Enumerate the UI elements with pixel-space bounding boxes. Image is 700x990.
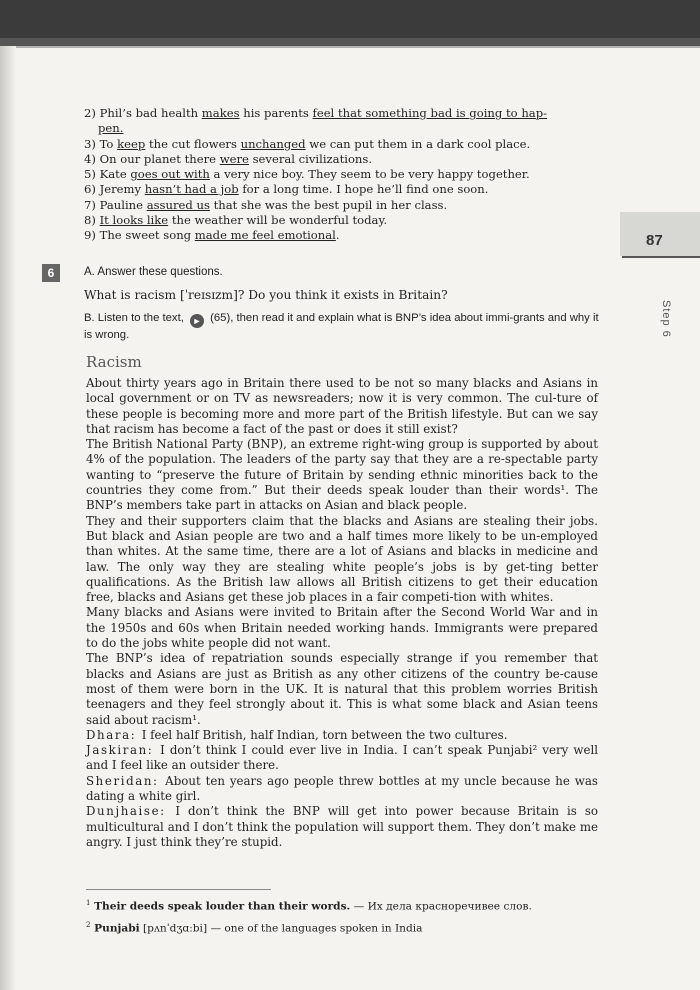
quote-text: I don’t think I could ever live in India. I can’t speak Punjabi² very well and I feel like an outsider there. (86, 743, 598, 773)
item-text: for a long time. I hope he’ll find one soon. (238, 182, 489, 197)
item-text: we can put them in a dark cool place. (305, 136, 531, 151)
speaker-icon[interactable]: ► (190, 314, 204, 328)
item-text: 5) Kate (84, 167, 131, 182)
item-text: several civilizations. (248, 151, 373, 166)
reading-text (86, 376, 598, 850)
exercise-number-badge: 6 (42, 264, 60, 282)
footnote-text: — Их дела красноречивее слов. (350, 900, 532, 913)
exercise-5-list (84, 106, 604, 244)
footnote-term: Their deeds speak louder than their words. (90, 900, 351, 913)
item-text: his parents (239, 106, 313, 120)
item-text: a very nice boy. They seem to be very happy together. (209, 167, 530, 182)
page-tab-rule (622, 256, 700, 258)
text-title: Racism (86, 353, 142, 371)
quote-text: I feel half British, half Indian, torn between the two cultures. (141, 727, 508, 742)
exercise-item (84, 167, 604, 182)
quote-speaker: Dhara: (86, 727, 142, 742)
quote-speaker: Jaskiran: (86, 743, 161, 758)
item-text: the weather will be wonderful today. (168, 213, 388, 228)
item-text: 3) To (84, 136, 118, 151)
footnote-text: [pʌnˈdʒɑːbi] — one of the languages spoken in India (139, 922, 423, 935)
underlined-phrase: assured us (146, 197, 210, 212)
exercise-item (84, 152, 604, 167)
step-label: Step 6 (660, 300, 672, 338)
teen-quote (86, 774, 598, 805)
item-text: 6) Jeremy (84, 182, 145, 197)
footnote-mark: 2 (86, 920, 91, 929)
quote-speaker: Dunjhaise: (86, 804, 176, 819)
item-text: that she was the best pupil in her class. (209, 197, 448, 212)
exercise-item (84, 106, 604, 121)
footnote (86, 896, 606, 914)
paragraph: The BNP’s idea of repatriation sounds especially strange if you remember that blacks and Asians are just as British as any other citizens of the country be-cause most of them were born in the UK. It is natural that this problem worries British teenagers and they feel strongly about it. This is what some black and Asian teens said about racism¹. (86, 651, 598, 727)
paragraph: Many blacks and Asians were invited to Britain after the Second World War and in the 1950s and 60s when Britain needed working hands. Immigrants were prepared to do the jobs white people did not want. (86, 605, 598, 651)
item-text: 8) (84, 213, 100, 228)
paragraph: About thirty years ago in Britain there used to be not so many blacks and Asians in local government or on TV as newsreaders; now it is very common. The cul-ture of these people is becoming more and more part of the British lifestyle. But can we say that racism has become a fact of the past or does it still exist? (86, 376, 598, 436)
item-text: 7) Pauline (84, 197, 147, 212)
underlined-phrase: feel that something bad is going to hap- (312, 106, 548, 120)
teen-quote (86, 728, 598, 743)
teen-quote (86, 743, 598, 774)
underlined-phrase: goes out with (130, 167, 210, 182)
footnote-term: Punjabi (90, 922, 140, 935)
paragraph: The British National Party (BNP), an extreme right-wing group is supported by about 4% of the population. The leaders of the party say that they are a re-spectable party wanting to “preserve the future of Britain by sending ethnic minorities back to the countries they come from.” But their deeds speak louder than their words¹. The BNP’s members take part in attacks on Asian and black people. (86, 437, 598, 513)
paragraph: They and their supporters claim that the blacks and Asians are stealing their jobs. But black and Asian people are two and a half times more likely to be un-employed than whites. At the same time, there are a lot of Asians and blacks in medicine and law. The only way they are stealing white people’s jobs is by get-ting better qualifications. As the British law allows all British citizens to get their education free, blacks and Asians get these job places in a fair competi-tion with whites. (86, 513, 598, 605)
item-text: the cut flowers (145, 136, 241, 151)
top-bar-shade (0, 38, 700, 48)
exercise-item (84, 121, 604, 136)
quote-speaker: Sheridan: (86, 773, 166, 788)
underlined-phrase: keep (117, 136, 146, 151)
item-text: 4) On our planet there (84, 151, 220, 166)
exercise-item (84, 228, 604, 243)
underlined-phrase: unchanged (240, 136, 306, 151)
task-b-instruction (84, 311, 604, 344)
footnote-mark: 1 (86, 899, 91, 907)
underlined-phrase: It looks like (99, 213, 169, 228)
exercise-item (84, 198, 604, 213)
item-text: 9) The sweet song (84, 228, 195, 243)
task-a-instruction: A. Answer these questions. (84, 266, 223, 278)
underlined-phrase: made me feel emotional (194, 228, 336, 243)
item-text: . (335, 228, 340, 243)
exercise-item (84, 182, 604, 197)
underlined-phrase: were (219, 151, 249, 166)
exercise-item (84, 213, 604, 228)
teen-quote (86, 804, 598, 850)
exercise-item (84, 137, 604, 152)
page-number: 87 (646, 232, 663, 249)
item-text: 2) Phil’s bad health (84, 106, 202, 120)
footnotes (86, 896, 606, 939)
task-b-text-start: B. Listen to the text, (84, 312, 184, 324)
task-b-text-end: (65), then read it and explain what is BNP’s idea about immi-grants and why it is wrong. (84, 312, 599, 341)
top-bar (0, 0, 700, 46)
underlined-phrase: makes (201, 106, 240, 120)
quote-text: About ten years ago people threw bottles at my uncle because he was dating a white girl. (86, 773, 598, 804)
quote-text: I don’t think the BNP will get into power because Britain is so multicultural and I don’t think the population will support them. They don’t make me angry. I just think they’re stupid. (86, 804, 598, 849)
footnote-rule (86, 889, 271, 890)
binding-shadow (0, 46, 16, 990)
footnote (86, 918, 606, 936)
discussion-question: What is racism [ˈreɪsɪzm]? Do you think it exists in Britain? (84, 288, 448, 302)
underlined-phrase: hasn’t had a job (144, 182, 239, 197)
underlined-phrase: pen. (98, 121, 124, 136)
